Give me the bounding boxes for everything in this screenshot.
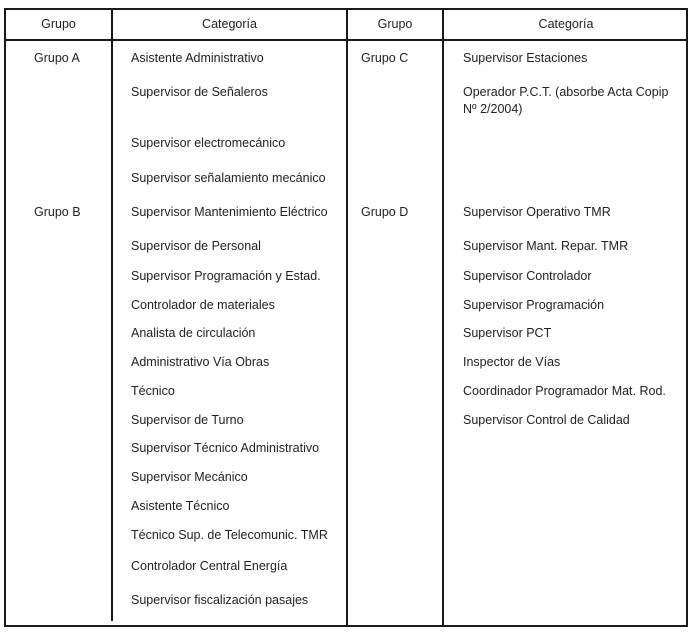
category-item: Supervisor Estaciones: [463, 51, 588, 65]
category-item: Supervisor electromecánico: [131, 136, 286, 150]
category-item: Inspector de Vías: [463, 355, 561, 369]
group-label-d: Grupo D: [361, 205, 409, 219]
category-item: Supervisor señalamiento mecánico: [131, 171, 326, 185]
header-grupo-left: Grupo: [41, 17, 76, 31]
group-label-c: Grupo C: [361, 51, 409, 65]
column-divider-2: [346, 10, 348, 625]
category-item: Coordinador Programador Mat. Rod.: [463, 384, 666, 398]
category-item: Operador P.C.T. (absorbe Acta Copip Nº 2/2004): [463, 85, 669, 116]
category-item: Controlador Central Energía: [131, 559, 288, 573]
category-item: Supervisor Operativo TMR: [463, 205, 611, 219]
group-label-b: Grupo B: [34, 205, 81, 219]
category-item: Supervisor Mantenimiento Eléctrico: [131, 205, 328, 219]
group-label-a: Grupo A: [34, 51, 80, 65]
category-item: Supervisor Control de Calidad: [463, 413, 630, 427]
category-item: Supervisor de Personal: [131, 239, 261, 253]
category-item: Técnico: [131, 384, 175, 398]
category-item: Supervisor PCT: [463, 326, 552, 340]
header-categoria-right: Categoría: [538, 17, 594, 31]
category-item: Supervisor Mant. Repar. TMR: [463, 239, 629, 253]
category-item: Supervisor Mecánico: [131, 470, 248, 484]
category-item: Técnico Sup. de Telecomunic. TMR: [131, 528, 328, 542]
header-categoria-left: Categoría: [202, 17, 257, 31]
category-item: Supervisor de Señaleros: [131, 85, 268, 99]
category-item: Administrativo Vía Obras: [131, 355, 270, 369]
category-item: Supervisor Programación y Estad.: [131, 269, 321, 283]
category-item: Supervisor de Turno: [131, 413, 244, 427]
category-item: Supervisor fiscalización pasajes: [131, 593, 309, 607]
category-item: Supervisor Controlador: [463, 269, 592, 283]
column-divider-3: [442, 10, 444, 625]
category-item: Supervisor Programación: [463, 298, 605, 312]
category-item: Asistente Técnico: [131, 499, 230, 513]
column-divider-1: [111, 10, 113, 621]
category-item: Asistente Administrativo: [131, 51, 264, 65]
category-item: Supervisor Técnico Administrativo: [131, 441, 320, 455]
category-item: Controlador de materiales: [131, 298, 275, 312]
categories-table: [4, 8, 688, 627]
category-item: Analista de circulación: [131, 326, 256, 340]
header-grupo-right: Grupo: [377, 17, 413, 31]
